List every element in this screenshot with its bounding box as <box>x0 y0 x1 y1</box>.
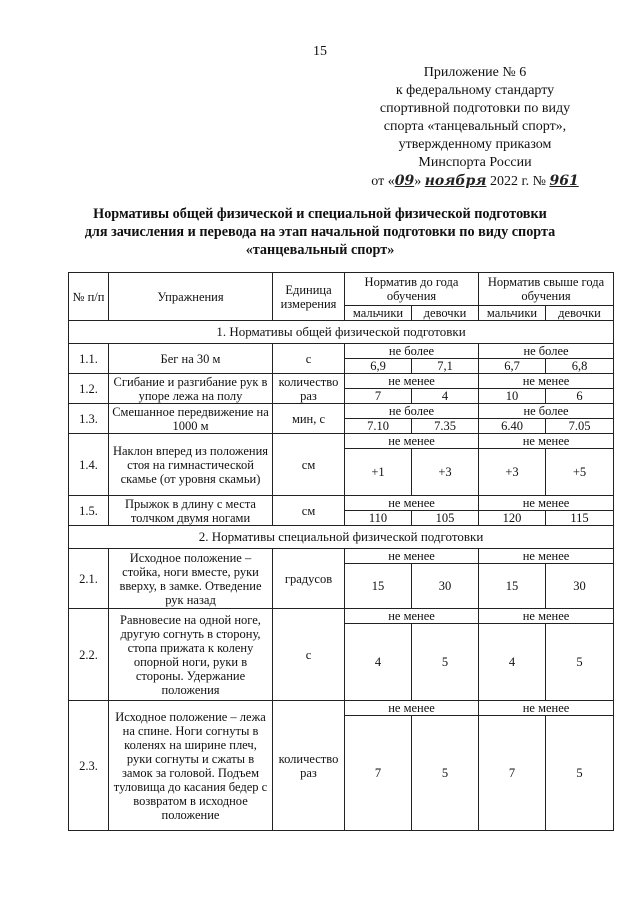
handwritten-month: ноября <box>424 173 487 189</box>
exercise-name: Исходное положение – лежа на спине. Ноги согнуты в коленях на ширине плеч, руки согнуты и сжаты в замок за головой. Подъем туловища до касания бедер с возвратом в исходное положение <box>109 701 273 831</box>
row-number: 1.3. <box>69 404 109 434</box>
appendix-line: спортивной подготовки по виду <box>379 101 571 116</box>
exercise-name: Смешанное передвижение на 1000 м <box>109 404 273 434</box>
row-number: 2.3. <box>69 701 109 831</box>
value-boys-upto: +1 <box>345 449 412 496</box>
value-boys-upto: 110 <box>345 511 412 526</box>
table-row <box>69 404 614 419</box>
value-boys-over: 15 <box>479 564 546 609</box>
condition-upto: не менее <box>345 374 479 389</box>
value-girls-over: 6,8 <box>546 359 614 374</box>
appendix-line: Приложение № 6 <box>423 65 527 80</box>
unit-cell: количество раз <box>273 374 345 404</box>
section-heading: 1. Нормативы общей физической подготовки <box>69 321 614 344</box>
value-girls-over: +5 <box>546 449 614 496</box>
value-boys-over: 6.40 <box>479 419 546 434</box>
value-girls-upto: 105 <box>412 511 479 526</box>
condition-over: не менее <box>479 609 614 624</box>
condition-upto: не более <box>345 404 479 419</box>
appendix-block <box>360 64 590 191</box>
value-boys-over: 120 <box>479 511 546 526</box>
condition-upto: не более <box>345 344 479 359</box>
value-boys-over: 6,7 <box>479 359 546 374</box>
appendix-line: Минспорта России <box>418 155 532 170</box>
value-girls-over: 5 <box>546 624 614 701</box>
value-girls-over: 6 <box>546 389 614 404</box>
appendix-date-line <box>360 172 590 191</box>
row-number: 1.2. <box>69 374 109 404</box>
exercise-name: Прыжок в длину с места толчком двумя ногами <box>109 496 273 526</box>
exercise-name: Наклон вперед из положения стоя на гимнастической скамье (от уровня скамьи) <box>109 434 273 496</box>
table-row <box>69 344 614 359</box>
unit-cell: с <box>273 609 345 701</box>
header-over-year: Норматив свыше года обучения <box>479 273 614 306</box>
value-boys-upto: 7 <box>345 716 412 831</box>
table-row <box>69 434 614 449</box>
header-boys: мальчики <box>345 306 412 321</box>
condition-over: не менее <box>479 374 614 389</box>
appendix-line: к федеральному стандарту <box>395 83 555 98</box>
condition-upto: не менее <box>345 701 479 716</box>
header-boys: мальчики <box>479 306 546 321</box>
value-girls-over: 30 <box>546 564 614 609</box>
date-mid: » <box>414 174 425 189</box>
unit-cell: с <box>273 344 345 374</box>
section-heading: 2. Нормативы специальной физической подготовки <box>69 526 614 549</box>
value-boys-over: 4 <box>479 624 546 701</box>
value-girls-upto: 5 <box>412 624 479 701</box>
value-boys-upto: 7 <box>345 389 412 404</box>
title-line: Нормативы общей физической и специальной физической подготовки <box>93 206 547 222</box>
document-title <box>60 205 580 259</box>
value-girls-over: 7.05 <box>546 419 614 434</box>
date-year: 2022 г. № <box>486 174 550 189</box>
exercise-name: Исходное положение – стойка, ноги вместе, руки вверху, в замке. Отведение рук назад <box>109 549 273 609</box>
header-exercise: Упражнения <box>109 273 273 321</box>
appendix-line: утвержденному приказом <box>398 137 552 152</box>
row-number: 2.2. <box>69 609 109 701</box>
header-upto-year: Норматив до года обучения <box>345 273 479 306</box>
condition-over: не менее <box>479 496 614 511</box>
unit-cell: количество раз <box>273 701 345 831</box>
table-row <box>69 701 614 716</box>
header-girls: девочки <box>412 306 479 321</box>
row-number: 1.1. <box>69 344 109 374</box>
value-boys-upto: 6,9 <box>345 359 412 374</box>
date-prefix: от « <box>371 174 395 189</box>
header-girls: девочки <box>546 306 614 321</box>
condition-over: не более <box>479 404 614 419</box>
value-girls-upto: 5 <box>412 716 479 831</box>
appendix-line: спорта «танцевальный спорт», <box>383 119 567 134</box>
value-girls-over: 5 <box>546 716 614 831</box>
condition-over: не более <box>479 344 614 359</box>
unit-cell: см <box>273 434 345 496</box>
title-line: для зачисления и перевода на этап начальной подготовки по виду спорта <box>84 224 556 240</box>
unit-cell: см <box>273 496 345 526</box>
value-boys-over: 10 <box>479 389 546 404</box>
value-boys-over: 7 <box>479 716 546 831</box>
row-number: 1.5. <box>69 496 109 526</box>
value-girls-upto: 4 <box>412 389 479 404</box>
value-girls-upto: +3 <box>412 449 479 496</box>
value-boys-upto: 15 <box>345 564 412 609</box>
condition-upto: не менее <box>345 609 479 624</box>
page-number: 15 <box>313 44 327 59</box>
header-unit: Единица измерения <box>273 273 345 321</box>
header-num: № п/п <box>69 273 109 321</box>
value-boys-upto: 7.10 <box>345 419 412 434</box>
condition-over: не менее <box>479 701 614 716</box>
condition-upto: не менее <box>345 549 479 564</box>
value-girls-upto: 7.35 <box>412 419 479 434</box>
unit-cell: градусов <box>273 549 345 609</box>
table-row <box>69 496 614 511</box>
table-row <box>69 609 614 624</box>
row-number: 2.1. <box>69 549 109 609</box>
value-girls-upto: 7,1 <box>412 359 479 374</box>
value-girls-over: 115 <box>546 511 614 526</box>
unit-cell: мин, с <box>273 404 345 434</box>
condition-upto: не менее <box>345 434 479 449</box>
value-boys-over: +3 <box>479 449 546 496</box>
condition-over: не менее <box>479 434 614 449</box>
row-number: 1.4. <box>69 434 109 496</box>
table-row <box>69 374 614 389</box>
exercise-name: Равновесие на одной ноге, другую согнуть в сторону, стопа прижата к колену опорной ноги, руки в стороны. Удержание положения <box>109 609 273 701</box>
value-boys-upto: 4 <box>345 624 412 701</box>
condition-over: не менее <box>479 549 614 564</box>
handwritten-day: 09 <box>394 173 415 189</box>
condition-upto: не менее <box>345 496 479 511</box>
handwritten-order-number: 961 <box>549 173 579 189</box>
value-girls-upto: 30 <box>412 564 479 609</box>
norms-table <box>68 272 614 831</box>
title-line: «танцевальный спорт» <box>245 242 395 258</box>
table-row <box>69 549 614 564</box>
exercise-name: Бег на 30 м <box>109 344 273 374</box>
exercise-name: Сгибание и разгибание рук в упоре лежа на полу <box>109 374 273 404</box>
